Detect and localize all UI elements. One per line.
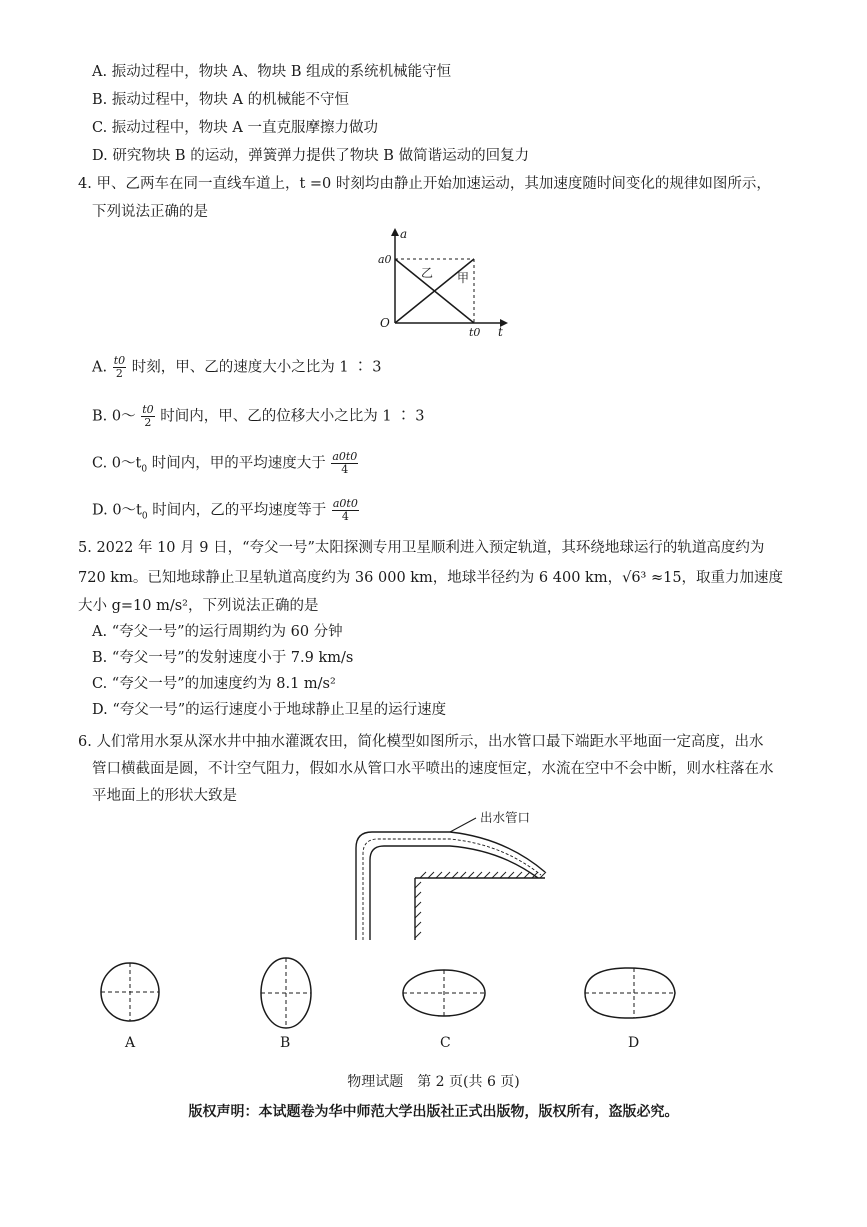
copyright-notice: 版权声明：本试题卷为华中师范大学出版社正式出版物，版权所有，盗版必究。 <box>188 1104 679 1120</box>
q3-option-d: D. 研究物块 B 的运动，弹簧弹力提供了物块 B 做简谐运动的回复力 <box>92 148 530 164</box>
q4-stem-line1: 4. 甲、乙两车在同一直线车道上，t =0 时刻均由静止开始加速运动，其加速度随时间变化的规律如图所示， <box>78 176 771 192</box>
yi-label: 乙 <box>421 266 434 280</box>
choice-b-shape <box>261 958 311 1028</box>
jia-label: 甲 <box>457 271 470 285</box>
q5-option-a: A. “夸父一号”的运行周期约为 60 分钟 <box>92 624 343 640</box>
q3-option-a: A. 振动过程中，物块 A、物块 B 组成的系统机械能守恒 <box>92 64 452 80</box>
q5-option-c: C. “夸父一号”的加速度约为 8.1 m/s² <box>92 676 336 692</box>
q6-choices <box>90 950 790 1060</box>
q6-stem-line1: 6. 人们常用水泵从深水井中抽水灌溉农田，简化模型如图所示，出水管口最下端距水平地面一定高度，出水 <box>78 734 764 750</box>
q5-option-b: B. “夸父一号”的发射速度小于 7.9 km/s <box>92 650 354 666</box>
q6-pipe-diagram <box>340 800 570 945</box>
choice-b-label: B <box>280 1035 291 1051</box>
axis-a-label: a <box>400 227 408 241</box>
origin-label: O <box>380 316 390 330</box>
q4-option-c: C. $0\sim t_0$ 时间内，甲的平均速度大于 $\frac{a0t0}{4}$ <box>92 450 358 476</box>
choice-d-shape <box>585 968 675 1018</box>
choice-c-shape <box>403 970 485 1016</box>
choice-a-shape <box>101 963 159 1021</box>
q5-stem-line2: 720 km。已知地球静止卫星轨道高度约为 36 000 km，地球半径约为 6 400 km，√6³ ≈15，取重力加速度 <box>78 570 784 586</box>
q6-stem-line2: 管口横截面是圆，不计空气阻力，假如水从管口水平喷出的速度恒定，水流在空中不会中断，则水柱落在水 <box>92 761 774 777</box>
t0-label: t0 <box>469 326 481 338</box>
q4-option-b: B. 0～ $\frac{t0}{2}$ 时间内，甲、乙的位移大小之比为 1 ∶ 3 <box>92 403 425 429</box>
q4-option-a: A. $\frac{t0}{2}$ 时刻，甲、乙的速度大小之比为 1 ∶ 3 <box>92 354 382 380</box>
q3-option-c: C. 振动过程中，物块 A 一直克服摩擦力做功 <box>92 120 378 136</box>
q4-stem-line2: 下列说法正确的是 <box>92 204 208 220</box>
page-footer: 物理试题 第 2 页(共 6 页) <box>347 1074 520 1090</box>
q4-acceleration-graph <box>360 226 510 338</box>
axis-t-label: t <box>498 325 503 338</box>
q3-option-b: B. 振动过程中，物块 A 的机械能不守恒 <box>92 92 350 108</box>
choice-d-label: D <box>628 1035 640 1051</box>
q5-option-d: D. “夸父一号”的运行速度小于地球静止卫星的运行速度 <box>92 702 447 718</box>
choice-c-label: C <box>440 1035 451 1051</box>
q5-stem-line3: 大小 g=10 m/s²，下列说法正确的是 <box>78 598 319 614</box>
q6-stem-line3: 平地面上的形状大致是 <box>92 788 237 804</box>
pipe-mouth-label: 出水管口 <box>480 810 531 825</box>
q5-stem-line1: 5. 2022 年 10 月 9 日，“夸父一号”太阳探测专用卫星顺利进入预定轨道，其环绕地球运行的轨道高度约为 <box>78 540 765 556</box>
a0-label: a0 <box>378 253 392 266</box>
q4-option-d: D. $0\sim t_0$ 时间内，乙的平均速度等于 $\frac{a0t0}{4}$ <box>92 497 358 523</box>
choice-a-label: A <box>125 1035 136 1051</box>
